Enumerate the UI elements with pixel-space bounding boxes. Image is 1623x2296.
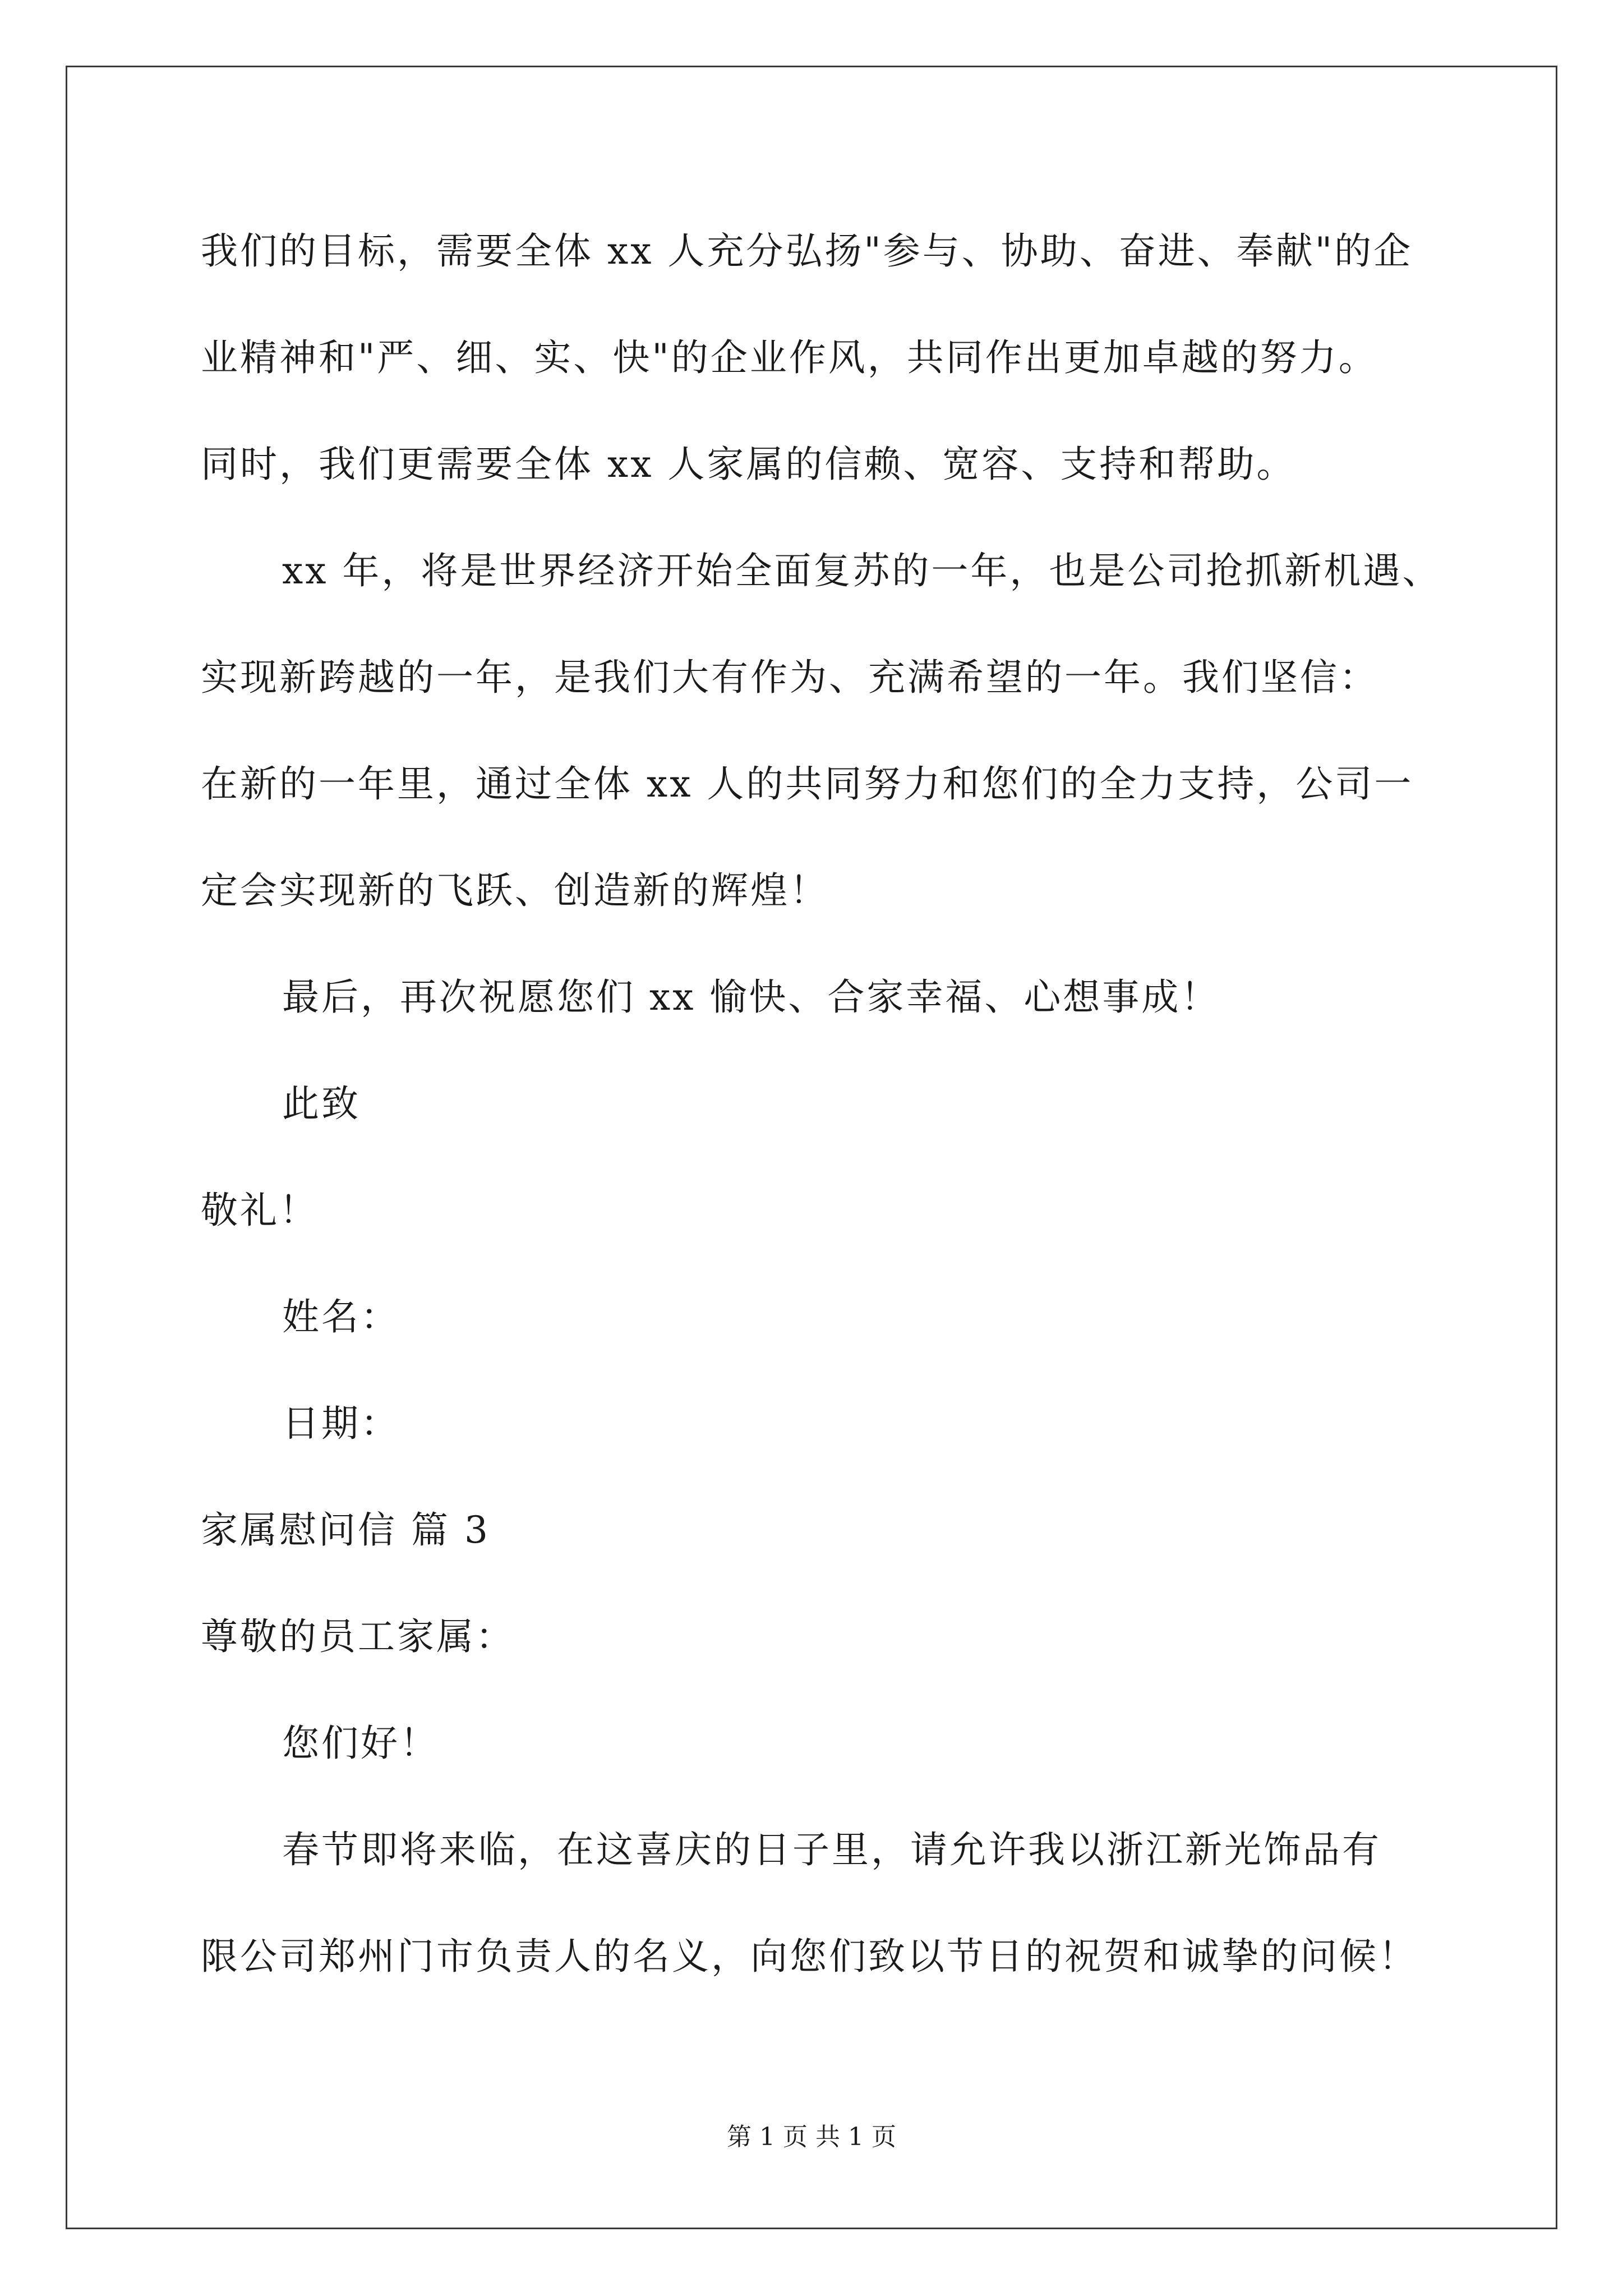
page-footer: 第 1 页 共 1 页 <box>727 2123 896 2151</box>
body-line: 业精神和"严、细、实、快"的企业作风，共同作出更加卓越的努力。 <box>201 336 1378 379</box>
salutation-jingli: 敬礼！ <box>201 1189 319 1232</box>
salutation-cizhi: 此致 <box>282 1082 361 1125</box>
body-line: 春节即将来临，在这喜庆的日子里，请允许我以浙江新光饰品有 <box>282 1828 1381 1871</box>
body-line: 同时，我们更需要全体 xx 人家属的信赖、宽容、支持和帮助。 <box>201 443 1296 486</box>
body-line: 实现新跨越的一年，是我们大有作为、充满希望的一年。我们坚信： <box>201 656 1378 699</box>
letter-hello: 您们好！ <box>282 1722 439 1765</box>
body-line: xx 年，将是世界经济开始全面复苏的一年，也是公司抢抓新机遇、 <box>282 549 1442 592</box>
body-line: 定会实现新的飞跃、创造新的辉煌！ <box>201 869 829 912</box>
signature-name-label: 姓名： <box>282 1295 400 1338</box>
section-heading: 家属慰问信 篇 3 <box>201 1508 490 1552</box>
body-line: 我们的目标，需要全体 xx 人充分弘扬"参与、协助、奋进、奉献"的企 <box>201 229 1413 273</box>
letter-greeting: 尊敬的员工家属： <box>201 1615 515 1658</box>
body-line: 在新的一年里，通过全体 xx 人的共同努力和您们的全力支持，公司一 <box>201 762 1414 806</box>
body-line: 限公司郑州门市负责人的名义，向您们致以节日的祝贺和诚挚的问候！ <box>201 1935 1418 1978</box>
closing-wish: 最后，再次祝愿您们 xx 愉快、合家幸福、心想事成！ <box>282 976 1220 1019</box>
signature-date-label: 日期： <box>282 1402 400 1445</box>
document-body <box>201 218 1474 2030</box>
